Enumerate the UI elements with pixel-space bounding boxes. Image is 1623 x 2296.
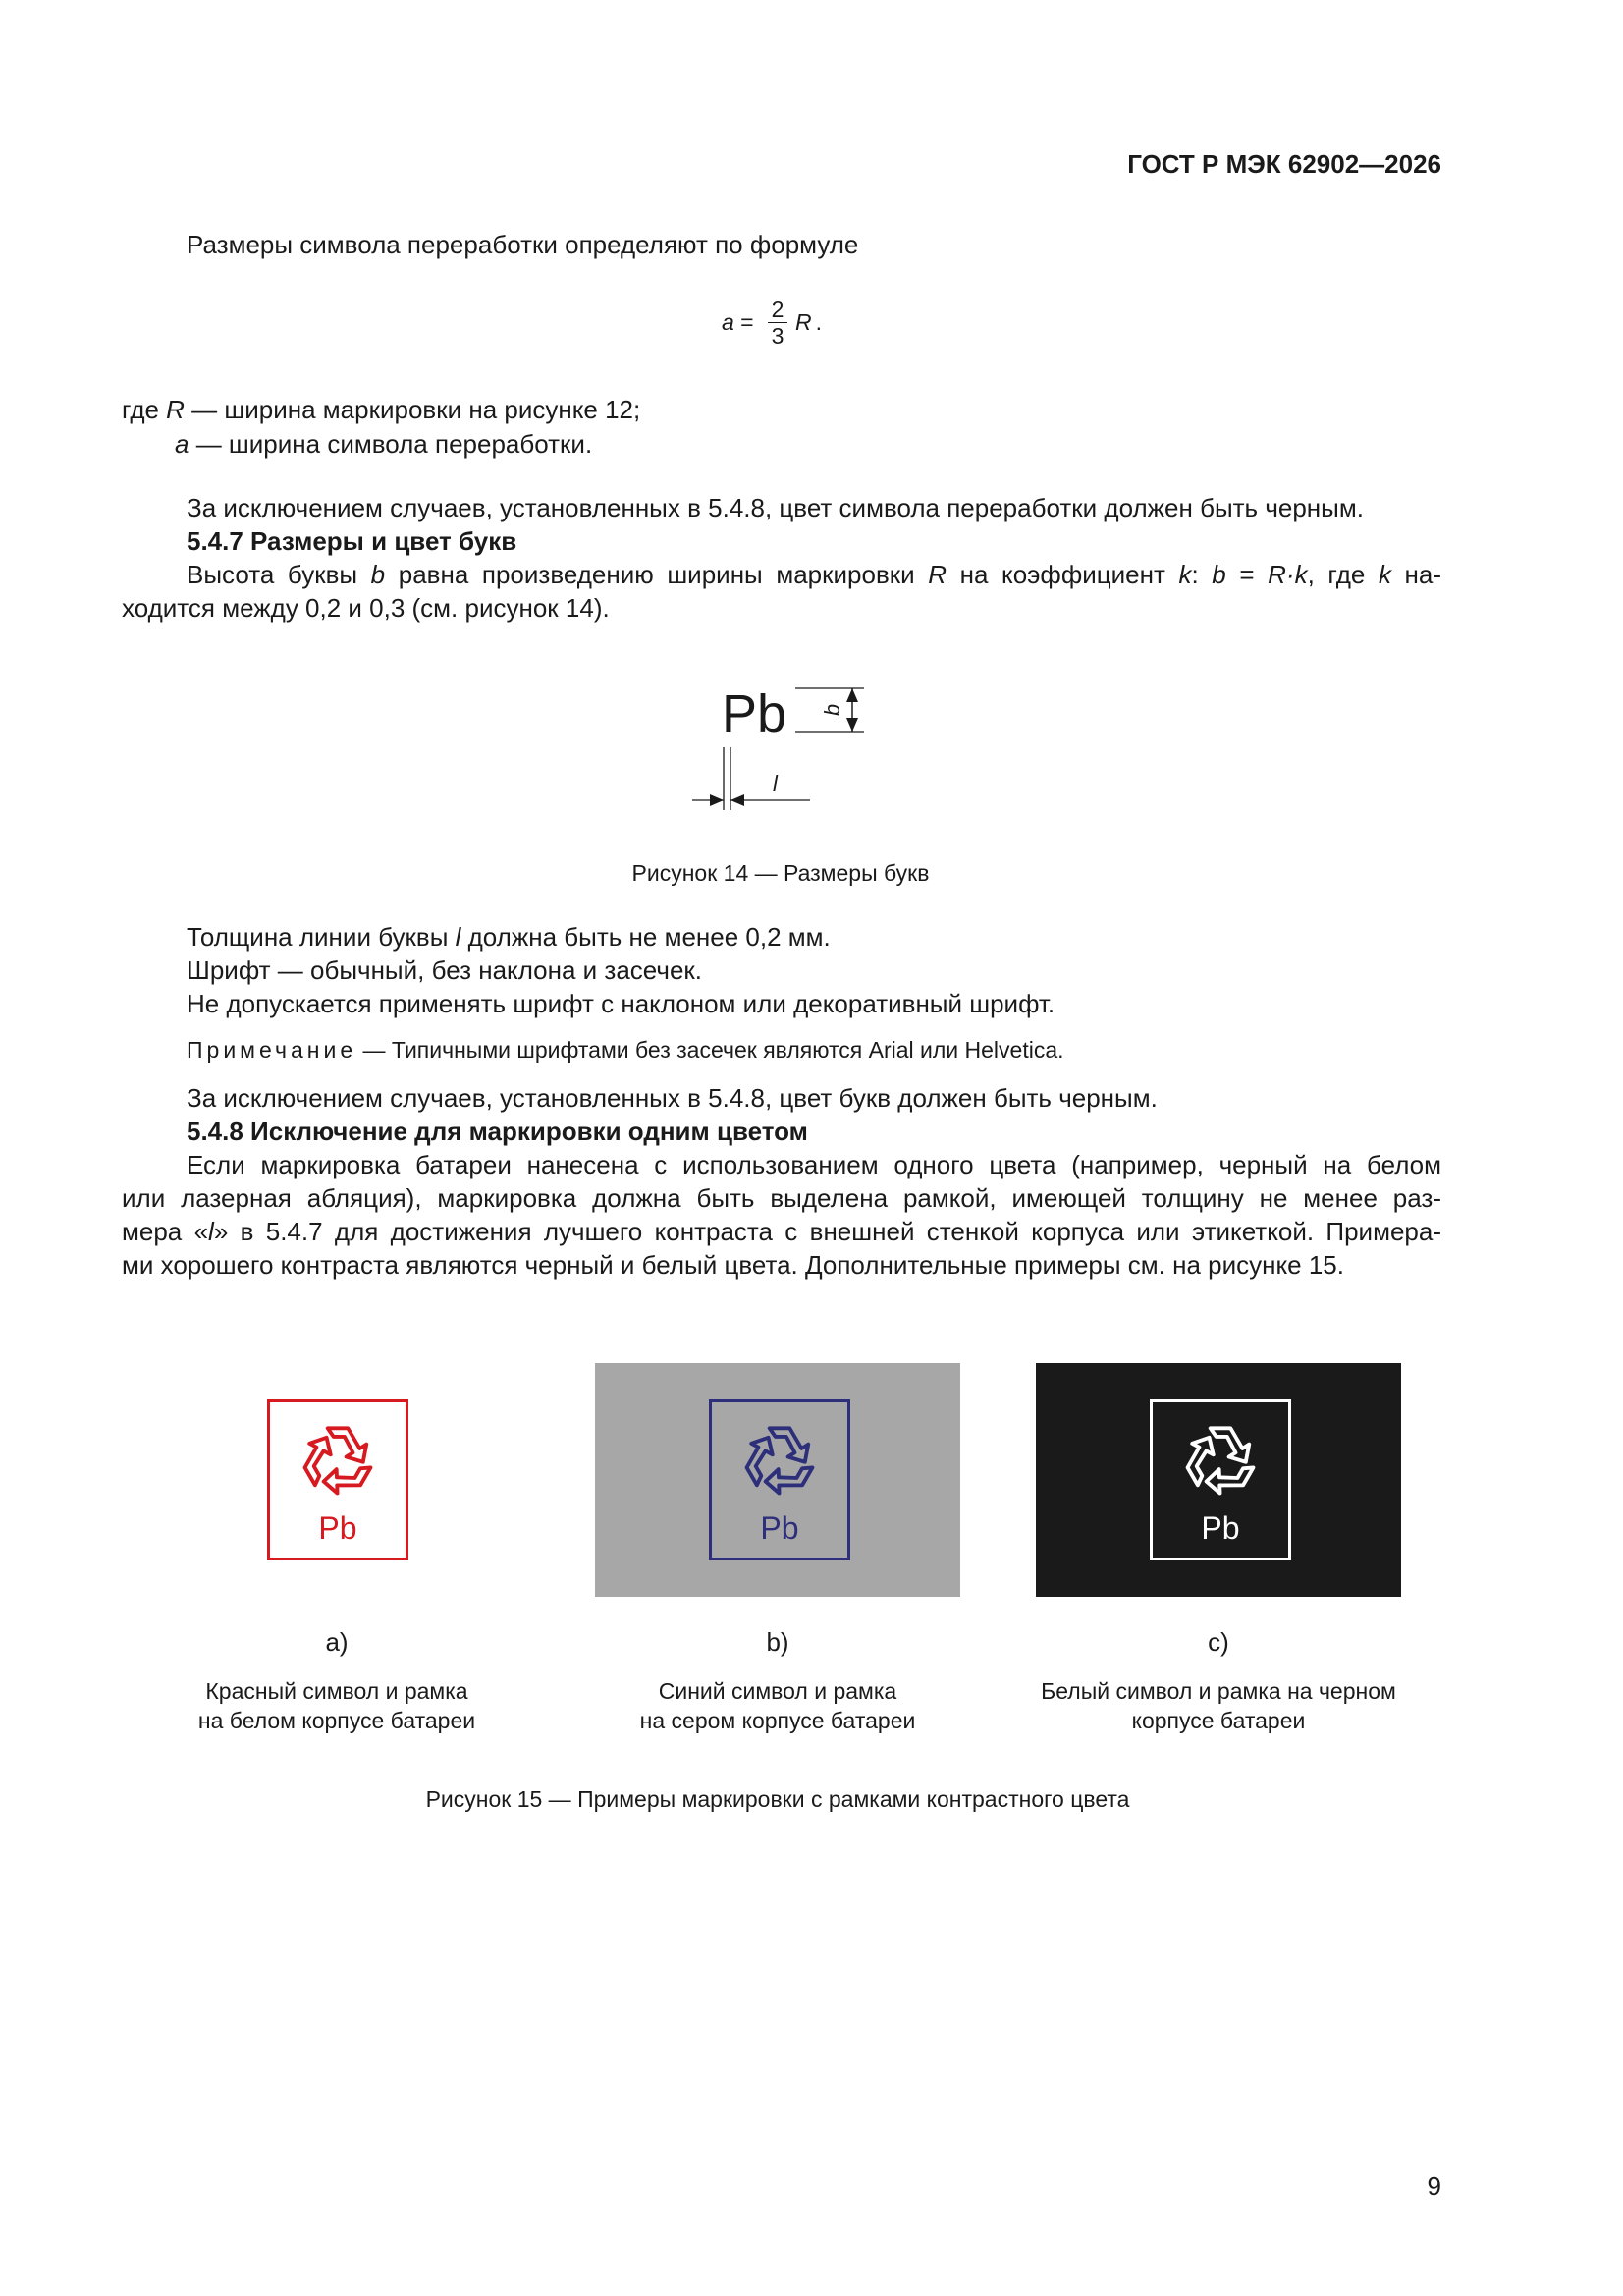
recycling-symbol-icon bbox=[737, 1418, 822, 1503]
heading-5-4-7: 5.4.7 Размеры и цвет букв bbox=[187, 526, 517, 556]
para-5-4-8-line2: или лазерная абляция), маркировка должна быть выделена рамкой, имеющей толщину не менее раз- bbox=[122, 1183, 1441, 1213]
formula-var-R: R bbox=[795, 308, 812, 335]
fig15-letter-c: c) bbox=[1208, 1627, 1229, 1657]
fraction-numerator: 2 bbox=[771, 296, 784, 322]
fraction bbox=[768, 297, 787, 349]
recycling-symbol-icon bbox=[296, 1418, 380, 1503]
where-var-R: R bbox=[166, 395, 185, 424]
recycling-symbol-icon bbox=[1178, 1418, 1263, 1503]
fig15-desc-b: Синий символ и рамка на сером корпусе батареи bbox=[639, 1678, 916, 1733]
fig15-panel-a bbox=[221, 1363, 586, 1597]
where-line-1 bbox=[122, 393, 640, 426]
where-line-2 bbox=[175, 427, 592, 461]
where-text-1: — ширина маркировки на рисунке 12; bbox=[184, 395, 641, 424]
note bbox=[187, 1035, 1064, 1065]
fig15-label-b: Pb bbox=[760, 1510, 799, 1546]
para-5-4-8-line1: Если маркировка батареи нанесена с использованием одного цвета (например, черный на белом bbox=[187, 1150, 1441, 1179]
formula-end: . bbox=[815, 308, 823, 335]
fraction-denominator: 3 bbox=[771, 322, 784, 349]
fig14-b-label: b bbox=[820, 703, 844, 717]
fig14-arrow-right-icon bbox=[710, 794, 724, 806]
figure-14-letter-dimensions bbox=[677, 673, 893, 820]
figure-15-caption: Рисунок 15 — Примеры маркировки с рамками контрастного цвета bbox=[425, 1786, 1130, 1812]
para-5-4-8-line4: ми хорошего контраста являются черный и белый цвета. Дополнительные примеры см. на рисунке 15. bbox=[122, 1250, 1344, 1280]
fig15-letter-a: a) bbox=[325, 1627, 349, 1657]
formula-var-a: a bbox=[722, 308, 734, 335]
fig14-arrow-left-icon bbox=[730, 794, 744, 806]
where-var-a: a bbox=[175, 429, 189, 459]
fig14-letters: Pb bbox=[722, 684, 787, 743]
where-text-2: — ширина символа переработки. bbox=[189, 429, 593, 459]
para-font-plain: Шрифт — обычный, без наклона и засечек. bbox=[187, 956, 703, 985]
fig15-panel-b bbox=[595, 1363, 960, 1597]
para-line-thickness: Толщина линии буквы l должна быть не менее 0,2 мм. bbox=[187, 922, 831, 952]
document-id: ГОСТ Р МЭК 62902—2026 bbox=[1127, 149, 1441, 179]
para-symbol-color: За исключением случаев, установленных в 5.4.8, цвет символа переработки должен быть черным. bbox=[187, 493, 1364, 522]
note-text: — Типичными шрифтами без засечек являются Arial или Helvetica. bbox=[356, 1037, 1064, 1063]
para-5-4-7-line1: Высота буквы b равна произведению ширины маркировки R на коэффициент k: b = R·k, где k на- bbox=[187, 560, 1442, 589]
heading-5-4-8: 5.4.8 Исключение для маркировки одним цветом bbox=[187, 1117, 808, 1146]
para-5-4-8-line3: мера «l» в 5.4.7 для достижения лучшего контраста с внешней стенкой корпуса или этикеткой. Примера- bbox=[122, 1217, 1441, 1246]
fig15-desc-a: Красный символ и рамка на белом корпусе батареи bbox=[197, 1678, 476, 1733]
fig15-label-c: Pb bbox=[1201, 1510, 1240, 1546]
fig15-letter-b: b) bbox=[766, 1627, 789, 1657]
figure-14-caption: Рисунок 14 — Размеры букв bbox=[631, 860, 930, 886]
note-label: Примечание bbox=[187, 1037, 357, 1063]
fig15-panel-c bbox=[1036, 1363, 1401, 1597]
page-number: 9 bbox=[1427, 2171, 1441, 2201]
fig15-desc-c: Белый символ и рамка на черном корпусе батареи bbox=[1041, 1678, 1396, 1733]
fig14-arrow-down-icon bbox=[846, 718, 858, 732]
fig15-label-a: Pb bbox=[318, 1510, 357, 1546]
fig14-arrow-up-icon bbox=[846, 688, 858, 702]
formula-equals: = bbox=[733, 308, 761, 335]
where-prefix: где bbox=[122, 395, 167, 424]
fig14-l-label: l bbox=[773, 771, 778, 795]
para-font-forbidden: Не допускается применять шрифт с наклоном или декоративный шрифт. bbox=[187, 989, 1055, 1018]
formula bbox=[722, 293, 822, 352]
para-letter-color: За исключением случаев, установленных в 5.4.8, цвет букв должен быть черным. bbox=[187, 1083, 1158, 1113]
formula-intro: Размеры символа переработки определяют по формуле bbox=[187, 230, 859, 259]
para-5-4-7-line2: ходится между 0,2 и 0,3 (см. рисунок 14). bbox=[122, 593, 610, 623]
